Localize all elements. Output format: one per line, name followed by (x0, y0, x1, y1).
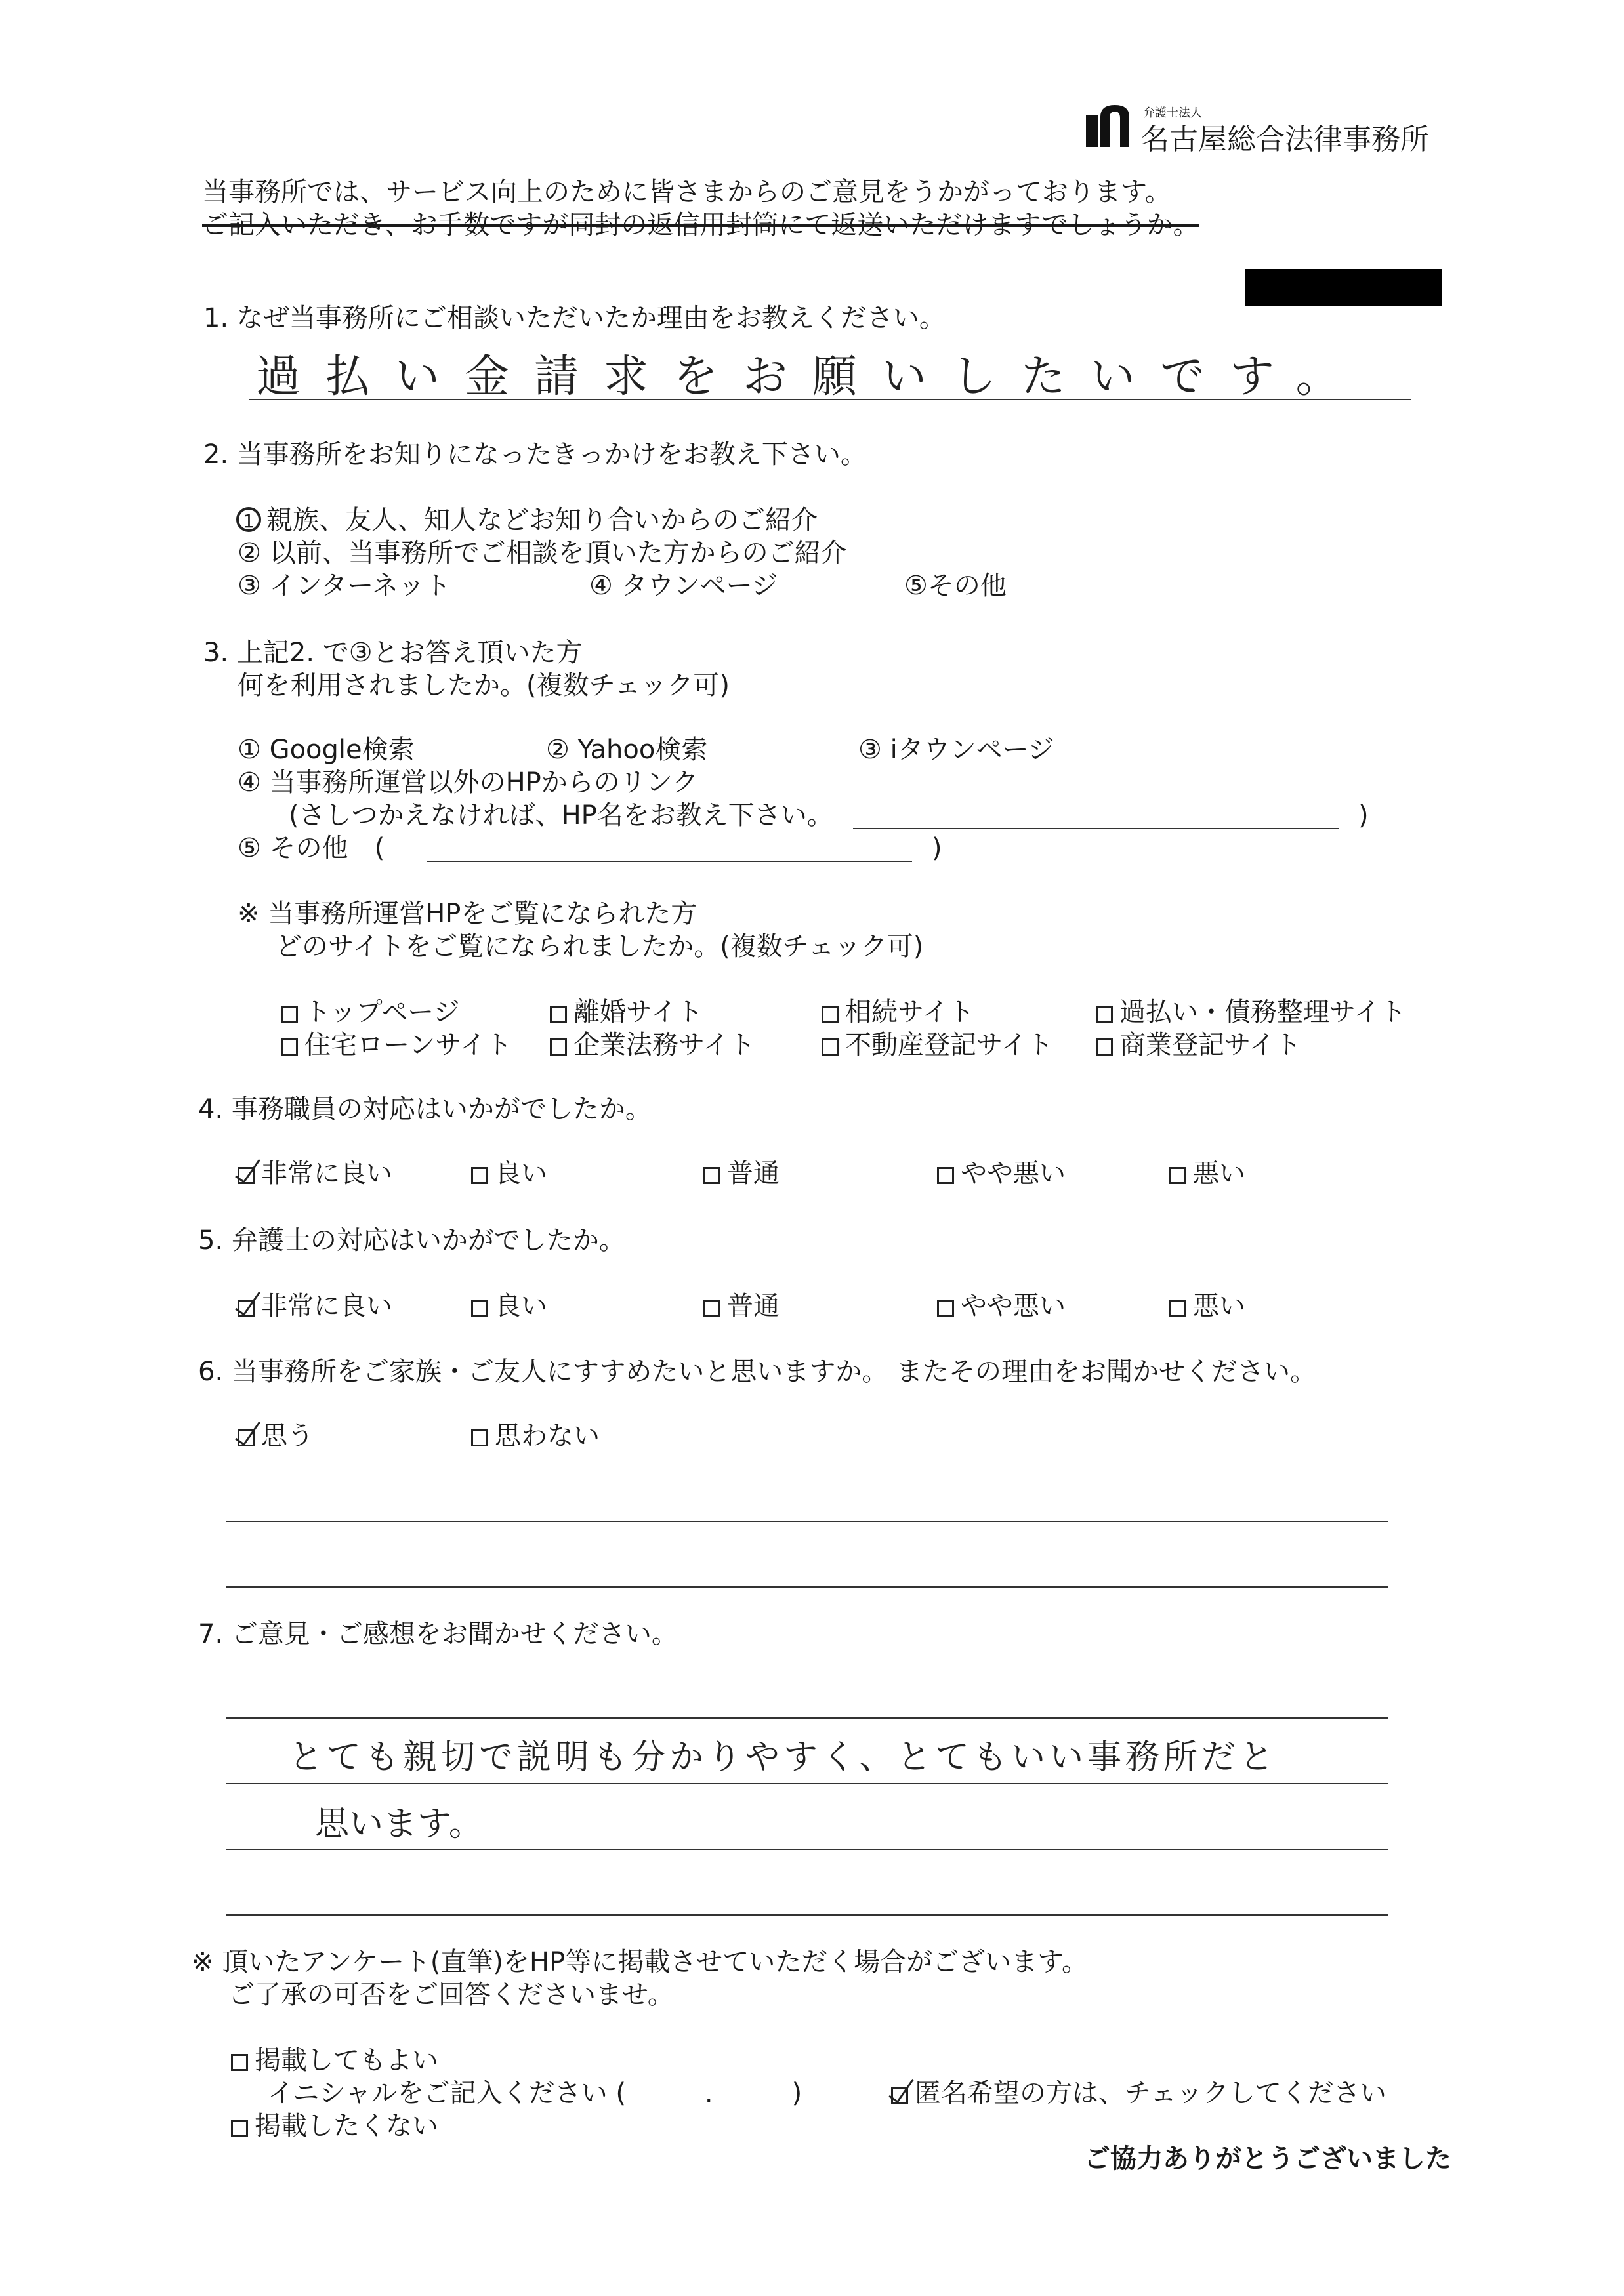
option-label: 普通 (727, 1291, 780, 1321)
option-label: 非常に良い (261, 1158, 392, 1189)
q2-option-5-number: ⑤ (904, 571, 928, 601)
checkbox-icon[interactable] (937, 1300, 954, 1317)
publish-note-2: ご了承の可否をご回答くださいませ。 (228, 1980, 674, 2010)
q5-option-very-good[interactable] (238, 1290, 392, 1322)
question-1-answer[interactable]: 過払い金請求をお願いしたいです。 (256, 351, 1365, 403)
checkbox-icon[interactable] (822, 1038, 839, 1056)
question-3-sublabel: 何を利用されましたか。(複数チェック可) (238, 670, 730, 701)
q5-option-bad[interactable] (1169, 1290, 1245, 1322)
q2-option-4-label: タウンページ (621, 571, 778, 601)
site-checkbox-commercial[interactable] (1096, 1029, 1301, 1061)
intro-line-2: ご記入いただき、お手数ですが同封の返信用封筒にて返送いただけますでしょうか。 (202, 210, 1199, 240)
option-label: 悪い (1193, 1291, 1245, 1321)
site-label: 離婚サイト (573, 997, 703, 1027)
site-checkbox-inheritance[interactable] (822, 996, 974, 1029)
comment-line-2[interactable] (226, 1783, 1388, 1784)
checkbox-icon[interactable] (703, 1167, 720, 1184)
q5-option-average[interactable] (703, 1290, 780, 1322)
firm-name: 名古屋総合法律事務所 (1140, 123, 1429, 156)
checkbox-icon[interactable] (471, 1429, 488, 1446)
comment-line-4[interactable] (226, 1914, 1388, 1916)
q3-note-1: ※ 当事務所運営HPをご覧になられた方 (238, 899, 697, 929)
site-label: 不動産登記サイト (845, 1030, 1054, 1060)
q2-option-3-label: インターネット (269, 571, 451, 601)
reason-line-2[interactable] (226, 1586, 1388, 1588)
q4-option-good[interactable] (471, 1157, 547, 1190)
firm-type-label: 弁護士法人 (1143, 106, 1202, 120)
q2-option-1-label: 親族、友人、知人などお知り合いからのご紹介 (266, 505, 818, 535)
checkbox-icon[interactable] (937, 1167, 954, 1184)
option-label: 匿名希望の方は、チェックしてください (915, 2078, 1386, 2108)
q3-option-itownpage[interactable]: ③ iタウンページ (858, 735, 1054, 765)
checkbox-icon[interactable] (471, 1167, 488, 1184)
answer-line-1 (249, 399, 1411, 400)
option-label: 良い (495, 1291, 547, 1321)
q3-option-yahoo[interactable]: ② Yahoo検索 (546, 735, 708, 765)
q3-option-google[interactable]: ① Google検索 (238, 735, 415, 765)
q4-option-very-good[interactable] (238, 1157, 392, 1190)
question-1-label: 1. なぜ当事務所にご相談いただいたか理由をお教えください。 (203, 303, 946, 333)
q2-option-5[interactable] (904, 569, 1007, 602)
publish-note-1: ※ 頂いたアンケート(直筆)をHP等に掲載させていただく場合がございます。 (192, 1947, 1089, 1977)
checkbox-icon[interactable] (231, 2120, 248, 2137)
checkbox-icon[interactable] (550, 1006, 567, 1023)
question-5-label: 5. 弁護士の対応はいかがでしたか。 (198, 1225, 625, 1256)
comment-line-1[interactable] (226, 1717, 1388, 1719)
option-label: やや悪い (961, 1291, 1066, 1321)
q4-option-average[interactable] (703, 1157, 780, 1190)
q3-option-link[interactable]: ④ 当事務所運営以外のHPからのリンク (238, 768, 698, 798)
comment-line-3[interactable] (226, 1849, 1388, 1850)
option-label: 思う (261, 1421, 314, 1451)
question-7-answer-2[interactable]: 思います。 (315, 1805, 483, 1844)
q2-option-1-number: 1 (236, 507, 261, 532)
q6-option-yes[interactable] (238, 1420, 314, 1452)
checkbox-checked-icon[interactable] (238, 1429, 255, 1446)
q2-option-3-number: ③ (238, 571, 261, 601)
checkbox-icon[interactable] (1169, 1167, 1186, 1184)
checkbox-icon[interactable] (231, 2054, 248, 2071)
anonymous-option[interactable] (891, 2077, 1386, 2110)
hp-name-input-line[interactable] (853, 828, 1339, 829)
firm-logo-icon (1086, 104, 1132, 147)
q2-option-3[interactable] (238, 569, 451, 602)
q2-option-5-label: その他 (927, 571, 1007, 601)
checkbox-icon[interactable] (1096, 1038, 1113, 1056)
intro-line-1: 当事務所では、サービス向上のために皆さまからのご意見をうかがっております。 (202, 177, 1171, 207)
publish-no-option[interactable] (231, 2110, 438, 2142)
option-label: 掲載したくない (255, 2111, 438, 2141)
site-label: トップページ (304, 997, 460, 1027)
option-label: 掲載してもよい (255, 2045, 438, 2076)
site-checkbox-divorce[interactable] (550, 996, 703, 1029)
option-label: 非常に良い (261, 1291, 392, 1321)
q5-option-somewhat-bad[interactable] (937, 1290, 1066, 1322)
initials-field[interactable]: イニシャルをご記入ください ( . ) (268, 2078, 802, 2108)
q6-option-no[interactable] (471, 1420, 600, 1452)
reason-line-1[interactable] (226, 1521, 1388, 1522)
checkbox-checked-icon[interactable] (238, 1300, 255, 1317)
q3-note-2: どのサイトをご覧になられましたか。(複数チェック可) (276, 932, 924, 962)
site-label: 住宅ローンサイト (304, 1030, 512, 1060)
checkbox-checked-icon[interactable] (891, 2087, 908, 2104)
publish-yes-option[interactable] (231, 2044, 438, 2077)
site-label: 相続サイト (845, 997, 975, 1027)
checkbox-icon[interactable] (1169, 1300, 1186, 1317)
site-checkbox-mortgage[interactable] (281, 1029, 512, 1061)
option-label: 良い (495, 1158, 547, 1189)
q2-option-1[interactable] (236, 504, 818, 537)
question-4-label: 4. 事務職員の対応はいかがでしたか。 (198, 1094, 652, 1124)
other-close-paren: ) (932, 833, 942, 863)
option-label: 悪い (1193, 1158, 1245, 1189)
other-input-line[interactable] (427, 861, 912, 862)
checkbox-checked-icon[interactable] (238, 1167, 255, 1184)
redaction-block (1245, 269, 1442, 306)
thanks-text: ご協力ありがとうございました (1084, 2144, 1451, 2174)
checkbox-icon[interactable] (281, 1038, 298, 1056)
option-label: やや悪い (961, 1158, 1066, 1189)
q2-option-2[interactable] (238, 537, 847, 569)
q3-option-other[interactable]: ⑤ その他 ( (238, 833, 385, 863)
checkbox-icon[interactable] (471, 1300, 488, 1317)
q3-option-link-hint: (さしつかえなければ、HP名をお教え下さい。 (289, 800, 833, 830)
site-checkbox-corporate[interactable] (550, 1029, 755, 1061)
option-label: 普通 (727, 1158, 780, 1189)
checkbox-icon[interactable] (550, 1038, 567, 1056)
question-7-answer-1[interactable]: とても親切で説明も分かりやすく、とてもいい事務所だと (289, 1738, 1278, 1777)
option-label: 思わない (495, 1421, 600, 1451)
q5-option-good[interactable] (471, 1290, 547, 1322)
question-7-label: 7. ご意見・ご感想をお聞かせください。 (198, 1619, 678, 1649)
question-3-label: 3. 上記2. で③とお答え頂いた方 (203, 638, 583, 668)
checkbox-icon[interactable] (1096, 1006, 1113, 1023)
site-checkbox-realestate[interactable] (822, 1029, 1053, 1061)
site-label: 企業法務サイト (573, 1030, 756, 1060)
q4-option-bad[interactable] (1169, 1157, 1245, 1190)
q2-option-2-number: ② (238, 538, 261, 568)
site-checkbox-top[interactable] (281, 996, 459, 1029)
site-label: 商業登記サイト (1119, 1030, 1302, 1060)
checkbox-icon[interactable] (281, 1006, 298, 1023)
question-6-label: 6. 当事務所をご家族・ご友人にすすめたいと思いますか。 またその理由をお聞かせください。 (198, 1357, 1316, 1387)
site-checkbox-overpayment[interactable] (1096, 996, 1406, 1029)
q2-option-4[interactable] (589, 569, 778, 602)
hp-name-close-paren: ) (1358, 800, 1369, 830)
checkbox-icon[interactable] (703, 1300, 720, 1317)
q4-option-somewhat-bad[interactable] (937, 1157, 1066, 1190)
question-2-label: 2. 当事務所をお知りになったきっかけをお教え下さい。 (203, 440, 867, 470)
checkbox-icon[interactable] (822, 1006, 839, 1023)
q2-option-2-label: 以前、当事務所でご相談を頂いた方からのご紹介 (269, 538, 847, 568)
q2-option-4-number: ④ (589, 571, 613, 601)
site-label: 過払い・債務整理サイト (1119, 997, 1407, 1027)
